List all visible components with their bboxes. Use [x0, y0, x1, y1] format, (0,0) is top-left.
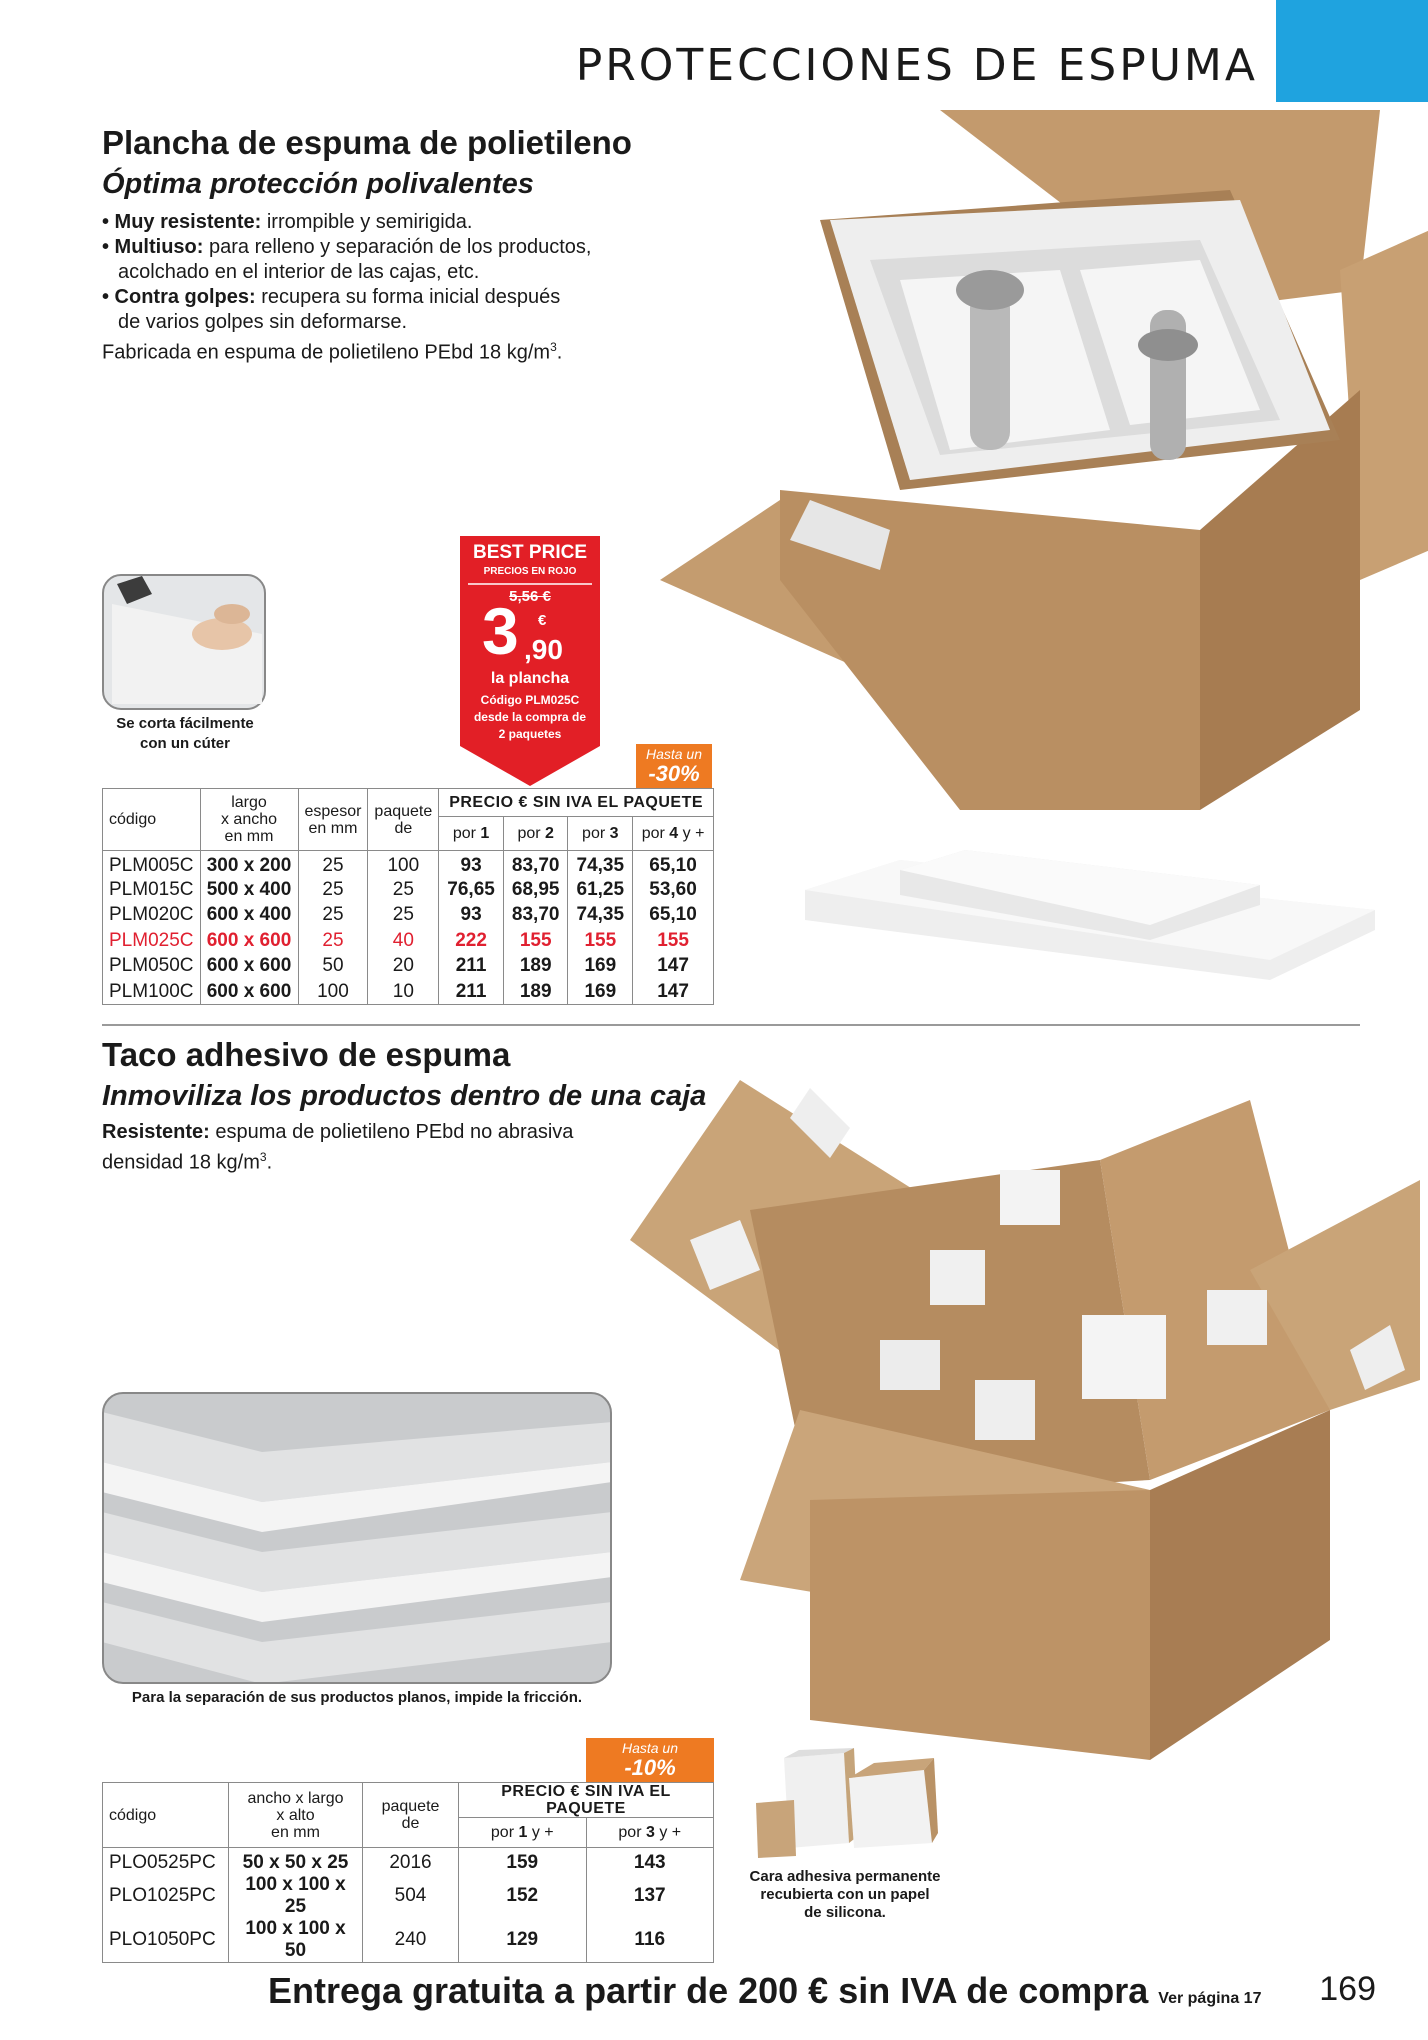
page-number: 169: [1319, 1970, 1376, 2008]
col-por1: por 1 y +: [459, 1818, 587, 1848]
cell-code: PLM005C: [103, 851, 201, 878]
cell-thick: 25: [298, 851, 368, 878]
cell-thick: 50: [298, 954, 368, 980]
cell-size: 50 x 50 x 25: [229, 1848, 363, 1875]
table-row: [103, 1874, 714, 1918]
cell-p1: 129: [459, 1918, 587, 1963]
cell-pack: 240: [363, 1918, 459, 1963]
cell-p2: 116: [586, 1918, 714, 1963]
product2-subtitle: Inmoviliza los productos dentro de una caja: [102, 1080, 707, 1112]
cell-pack: 10: [368, 979, 439, 1005]
cell-p4: 65,10: [633, 851, 714, 878]
price-cents: ,90: [524, 634, 563, 665]
cell-p1: 211: [439, 979, 504, 1005]
col-pack: paquete de: [363, 1783, 459, 1848]
price-euro: €: [538, 612, 547, 629]
cell-size: 600 x 600: [200, 928, 298, 954]
cell-p2: 68,95: [503, 877, 568, 903]
cell-thick: 25: [298, 903, 368, 929]
plancha-price-table: [102, 788, 714, 1005]
cutter-caption: Se corta fácilmente con un cúter: [116, 715, 254, 752]
cell-p1: 222: [439, 928, 504, 954]
col-por3: por 3: [568, 817, 633, 851]
table-row: [103, 954, 714, 980]
cell-p1: 93: [439, 851, 504, 878]
table-row: [103, 903, 714, 929]
cell-size: 600 x 600: [200, 954, 298, 980]
price-big: 3: [482, 594, 519, 668]
feature-line: • Multiuso: para relleno y separación de los productos,: [102, 236, 592, 258]
col-thickness: espesor en mm: [298, 789, 368, 851]
col-price: PRECIO € SIN IVA EL PAQUETE: [459, 1783, 714, 1818]
cell-p3: 61,25: [568, 877, 633, 903]
col-por3: por 3 y +: [586, 1818, 714, 1848]
col-por4: por 4 y +: [633, 817, 714, 851]
cell-p1: 93: [439, 903, 504, 929]
material-line: Fabricada en espuma de polietileno PEbd 18 $kg/m^3$.: [102, 340, 563, 364]
cell-p2: 83,70: [503, 903, 568, 929]
product2-description: [102, 1120, 662, 1176]
cell-thick: 25: [298, 928, 368, 954]
cell-p2: 189: [503, 979, 568, 1005]
feature-line-cont: acolchado en el interior de las cajas, etc.: [118, 261, 480, 283]
feature-line-cont: de varios golpes sin deformarse.: [118, 311, 408, 333]
adhesive-cubes-photo: [754, 1748, 938, 1858]
product1-title: Plancha de espuma de polietileno: [102, 124, 632, 161]
cell-p4: 65,10: [633, 903, 714, 929]
cell-p4: 53,60: [633, 877, 714, 903]
cell-code: PLM015C: [103, 877, 201, 903]
cell-p2: 137: [586, 1874, 714, 1918]
cell-code: PLM020C: [103, 903, 201, 929]
product1-features: [102, 210, 622, 366]
product2-title: Taco adhesivo de espuma: [102, 1036, 511, 1073]
cell-pack: 25: [368, 903, 439, 929]
discount-badge: Hasta un -10%: [586, 1738, 714, 1782]
cell-pack: 20: [368, 954, 439, 980]
cell-thick: 25: [298, 877, 368, 903]
cell-p1: 152: [459, 1874, 587, 1918]
product1-subtitle: Óptima protección polivalentes: [102, 168, 534, 200]
section-title: PROTECCIONES DE ESPUMA: [575, 40, 1258, 91]
cell-p1: 76,65: [439, 877, 504, 903]
cell-size: 600 x 600: [200, 979, 298, 1005]
cell-p4: 155: [633, 928, 714, 954]
cubes-caption: Cara adhesiva permanente recubierta con un papel de silicona.: [749, 1868, 941, 1921]
stacked-caption: Para la separación de sus productos planos, impide la fricción.: [131, 1689, 583, 1706]
table-row: [103, 851, 714, 878]
table-row: [103, 979, 714, 1005]
cell-code: PLM050C: [103, 954, 201, 980]
cell-p3: 74,35: [568, 851, 633, 878]
cell-p1: 159: [459, 1848, 587, 1875]
feature-line: • Contra golpes: recupera su forma inicial después: [102, 286, 561, 308]
cell-size: 100 x 100 x 50: [229, 1918, 363, 1963]
cell-p4: 147: [633, 979, 714, 1005]
section-color-tab: [1276, 0, 1428, 102]
cell-p4: 147: [633, 954, 714, 980]
col-code: código: [103, 1783, 229, 1848]
cell-size: 500 x 400: [200, 877, 298, 903]
cell-size: 100 x 100 x 25: [229, 1874, 363, 1918]
table-row: [103, 877, 714, 903]
col-price: PRECIO € SIN IVA EL PAQUETE: [439, 789, 714, 817]
cell-code: PLO1050PC: [103, 1918, 229, 1963]
cell-code: PLM025C: [103, 928, 201, 954]
col-size: ancho x largo x alto en mm: [229, 1783, 363, 1848]
taco-price-table: [102, 1782, 714, 1963]
cell-p1: 211: [439, 954, 504, 980]
cell-thick: 100: [298, 979, 368, 1005]
cell-p2: 189: [503, 954, 568, 980]
best-price-sub: PRECIOS EN ROJO: [483, 566, 577, 577]
stacked-sheets-photo: [102, 1392, 612, 1684]
cutter-photo: [102, 574, 266, 710]
cell-pack: 2016: [363, 1848, 459, 1875]
discount-badge: Hasta un -30%: [636, 744, 712, 788]
col-pack: paquete de: [368, 789, 439, 851]
old-price: 5,56 €: [509, 588, 551, 605]
cell-code: PLO1025PC: [103, 1874, 229, 1918]
cell-code: PLM100C: [103, 979, 201, 1005]
col-size: largo x ancho en mm: [200, 789, 298, 851]
table-row: [103, 1918, 714, 1963]
free-delivery-banner: Entrega gratuita a partir de 200 € sin IVA de compra Ver página 17: [268, 1970, 1262, 2011]
best-price-title: BEST PRICE: [472, 542, 588, 563]
cell-pack: 504: [363, 1874, 459, 1918]
cell-p3: 169: [568, 954, 633, 980]
desc-line: Resistente: espuma de polietileno PEbd no abrasiva: [102, 1121, 574, 1143]
cell-p3: 74,35: [568, 903, 633, 929]
cell-pack: 40: [368, 928, 439, 954]
col-code: código: [103, 789, 201, 851]
cell-p3: 169: [568, 979, 633, 1005]
cell-pack: 25: [368, 877, 439, 903]
cell-size: 300 x 200: [200, 851, 298, 878]
table-row: [103, 928, 714, 954]
cell-p2: 143: [586, 1848, 714, 1875]
cell-p2: 155: [503, 928, 568, 954]
col-por1: por 1: [439, 817, 504, 851]
cell-p2: 83,70: [503, 851, 568, 878]
section-divider: [102, 1024, 1360, 1026]
cell-p3: 155: [568, 928, 633, 954]
price-conditions: Código PLM025C desde la compra de 2 paquetes: [473, 693, 587, 741]
price-unit: la plancha: [490, 670, 570, 687]
feature-line: • Muy resistente: irrompible y semirigida.: [102, 211, 473, 233]
cube-box-photo: [630, 1080, 1420, 1760]
cell-code: PLO0525PC: [103, 1848, 229, 1875]
foam-box-photo: [640, 110, 1428, 830]
foam-sheets-photo: [800, 850, 1380, 1010]
cell-pack: 100: [368, 851, 439, 878]
desc-line: densidad 18 $kg/m^3$.: [102, 1150, 273, 1174]
col-por2: por 2: [503, 817, 568, 851]
cell-size: 600 x 400: [200, 903, 298, 929]
table-row: [103, 1848, 714, 1875]
page-reference: Ver página 17: [1158, 1990, 1262, 2007]
